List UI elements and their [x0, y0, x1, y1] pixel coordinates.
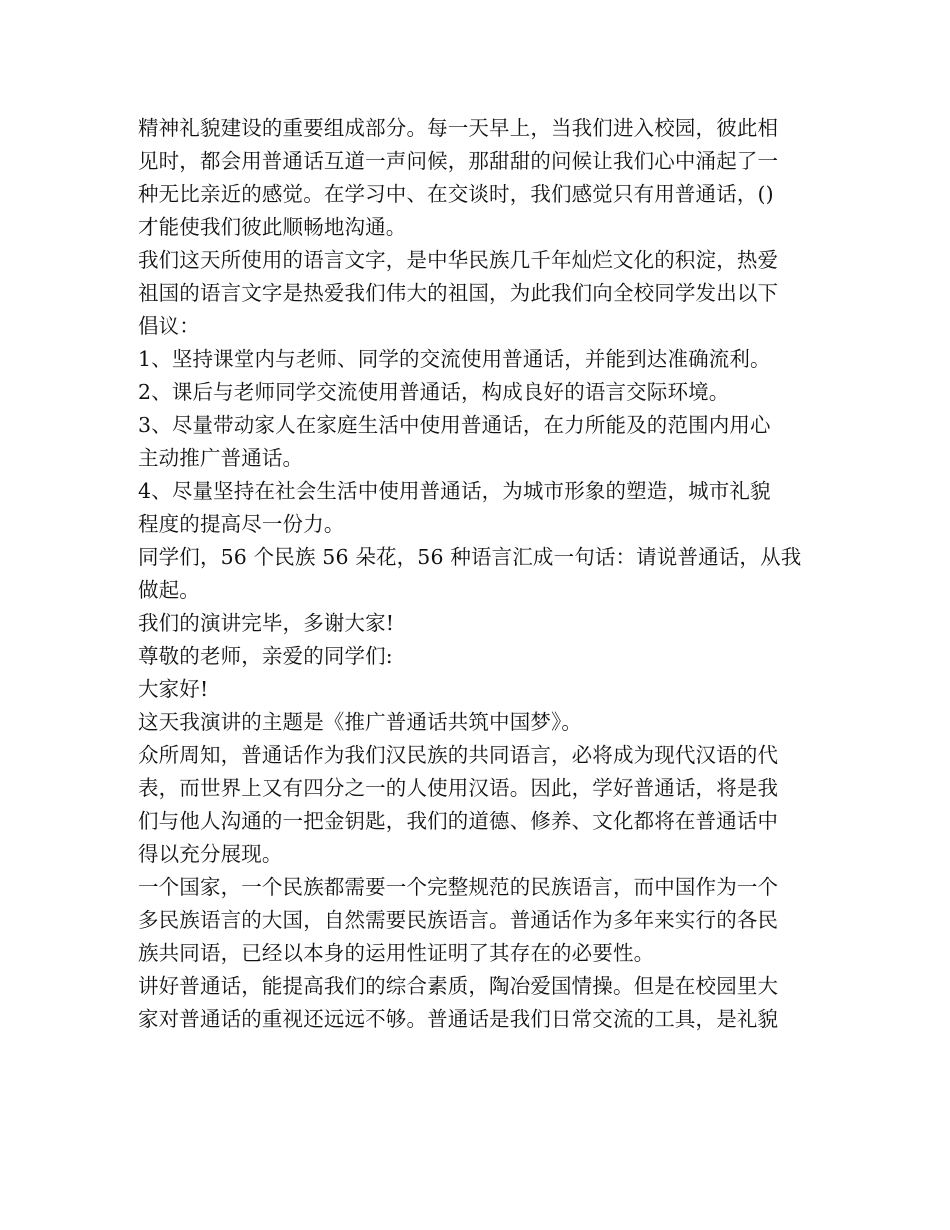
- text-line: 主动推广普通话。: [138, 446, 304, 470]
- text-line: 同学们，56 个民族 56 朵花，56 种语言汇成一句话：请说普通话，从我: [138, 545, 802, 569]
- paragraph: [138, 607, 814, 640]
- text-line: 种无比亲近的感觉。在学习中、在交谈时，我们感觉只有用普通话，(): [138, 182, 774, 206]
- paragraph: [138, 541, 814, 607]
- text-line: 祖国的语言文字是热爱我们伟大的祖国，为此我们向全校同学发出以下: [138, 281, 779, 305]
- text-line: 族共同语，已经以本身的运用性证明了其存在的必要性。: [138, 941, 655, 965]
- paragraph: [138, 673, 814, 706]
- text-line: 我们的演讲完毕，多谢大家!: [138, 611, 395, 635]
- text-line: 程度的提高尽一份力。: [138, 512, 345, 536]
- text-line: 大家好!: [138, 677, 209, 701]
- text-line: 讲好普通话，能提高我们的综合素质，陶冶爱国情操。但是在校园里大: [138, 974, 779, 998]
- paragraph: [138, 112, 814, 244]
- text-line: 1、坚持课堂内与老师、同学的交流使用普通话，并能到达准确流利。: [138, 347, 771, 371]
- text-line: 们与他人沟通的一把金钥匙，我们的道德、修养、文化都将在普通话中: [138, 809, 779, 833]
- text-line: 一个国家，一个民族都需要一个完整规范的民族语言，而中国作为一个: [138, 875, 779, 899]
- text-line: 我们这天所使用的语言文字，是中华民族几千年灿烂文化的积淀，热爱: [138, 248, 779, 272]
- text-line: 见时，都会用普通话互道一声问候，那甜甜的问候让我们心中涌起了一: [138, 149, 779, 173]
- text-line: 做起。: [138, 578, 200, 602]
- paragraph: [138, 343, 814, 376]
- paragraph: [138, 376, 814, 409]
- paragraph: [138, 409, 814, 475]
- text-line: 3、尽量带动家人在家庭生活中使用普通话，在力所能及的范围内用心: [138, 413, 771, 437]
- paragraph: [138, 475, 814, 541]
- paragraph: [138, 640, 814, 673]
- text-line: 精神礼貌建设的重要组成部分。每一天早上，当我们进入校园，彼此相: [138, 116, 779, 140]
- text-line: 得以充分展现。: [138, 842, 283, 866]
- text-line: 这天我演讲的主题是《推广普通话共筑中国梦》。: [138, 710, 583, 734]
- document-body: [138, 112, 814, 1036]
- text-line: 倡议：: [138, 314, 200, 338]
- text-line: 才能使我们彼此顺畅地沟通。: [138, 215, 407, 239]
- paragraph: [138, 970, 814, 1036]
- text-line: 表，而世界上又有四分之一的人使用汉语。因此，学好普通话，将是我: [138, 776, 779, 800]
- text-line: 2、课后与老师同学交流使用普通话，构成良好的语言交际环境。: [138, 380, 730, 404]
- text-line: 多民族语言的大国，自然需要民族语言。普通话作为多年来实行的各民: [138, 908, 779, 932]
- text-line: 家对普通话的重视还远远不够。普通话是我们日常交流的工具，是礼貌: [138, 1007, 779, 1031]
- text-line: 4、尽量坚持在社会生活中使用普通话，为城市形象的塑造，城市礼貌: [138, 479, 771, 503]
- text-line: 尊敬的老师，亲爱的同学们:: [138, 644, 393, 668]
- paragraph: [138, 706, 814, 739]
- paragraph: [138, 244, 814, 343]
- paragraph: [138, 739, 814, 871]
- text-line: 众所周知，普通话作为我们汉民族的共同语言，必将成为现代汉语的代: [138, 743, 779, 767]
- paragraph: [138, 871, 814, 970]
